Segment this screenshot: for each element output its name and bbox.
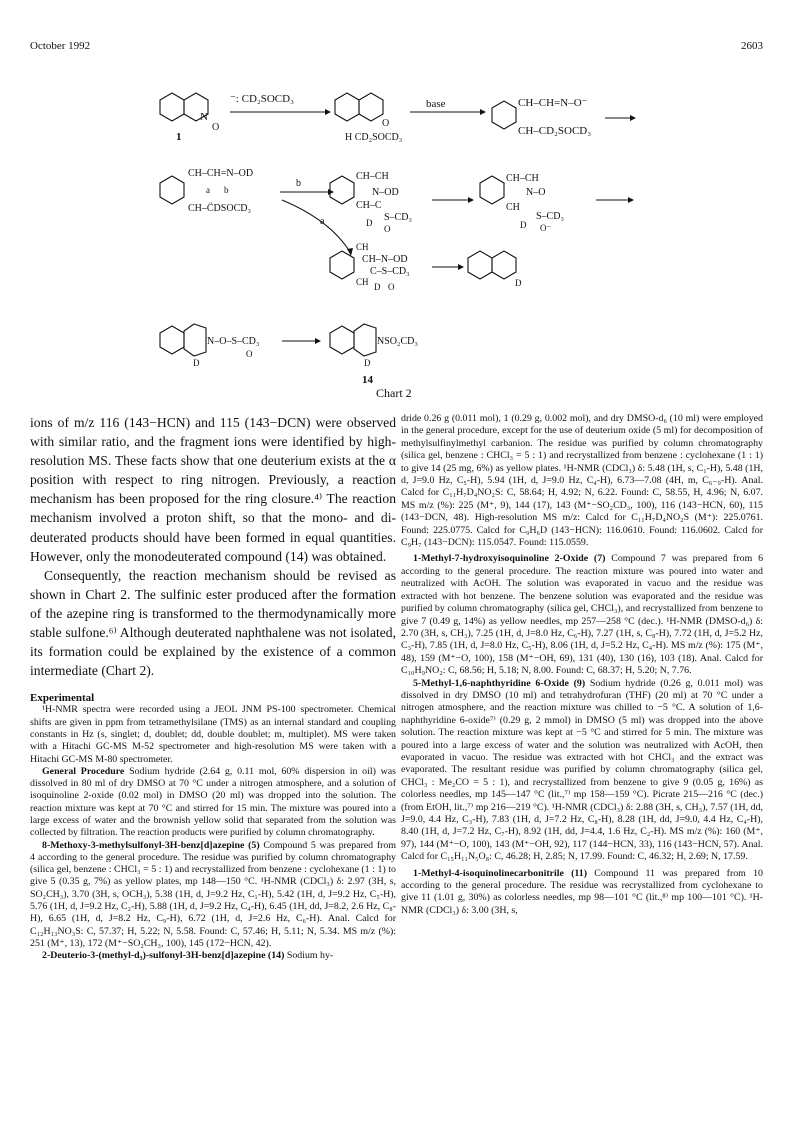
cyc-d: D — [520, 220, 527, 230]
cyc-s: S–CD₃ — [536, 211, 564, 222]
compound-1-structure — [160, 93, 219, 143]
int-a-bottom: CH–C̈DSOCD₃ — [188, 203, 251, 214]
compound-7-procedure — [401, 553, 763, 677]
path-a-label: a — [320, 216, 325, 227]
compound-14-structure — [330, 324, 418, 386]
arrow-7-head — [315, 338, 321, 344]
compound-11-text: Compound 11 was prepared from 10 according to the general procedure. The residue was recrystallized from cyclohexane to give 11 (1.01 g, 30%) as colorless needles, mp 98—101 °C (lit.,⁸⁾ mp 100—101 °C). ¹H-NMR (CDCl₃) δ: 3.00 (3H, s, — [401, 867, 763, 916]
cyc-o: O⁻ — [540, 223, 552, 233]
arrow-path-a — [282, 200, 350, 252]
int-c-ch: CH — [356, 242, 369, 252]
intermediate-c-structure — [330, 242, 410, 292]
naph-d: D — [515, 278, 522, 288]
compound-14-procedure-start — [30, 950, 396, 962]
reagent-1: ⁻: CD₂SOCD₃ — [230, 93, 294, 105]
int-a-label-b: b — [224, 185, 229, 195]
intermediate-b-structure — [330, 171, 412, 234]
arrow-6-head — [458, 264, 464, 270]
ester-n: N–O–S–CD₃ — [207, 336, 260, 347]
chart-2-scheme-svg — [0, 0, 793, 400]
cmpd14-d: D — [364, 358, 371, 368]
discussion-paragraph-1: ions of m/z 116 (143−HCN) and 115 (143−DCN) were observed with similar ratio, and the fragment ions were identified by high-resolution MS. These facts show that one deuterium exists at the α position with respect to ring nitrogen. Previously, a reaction mechanism has been proposed for the ring closure.⁴⁾ The reaction mechanism involved a proton shift, so that the mono- and di-deuterated products should have been formed in equal quantities. However, only the monodeuterated compound (14) was obtained. — [30, 415, 396, 564]
int-b-d: D — [366, 218, 373, 228]
int-c-n: CH–N–OD — [362, 254, 408, 265]
arrow-1-head — [325, 109, 331, 115]
chart-caption: Chart 2 — [376, 386, 412, 400]
compound-1-n: N — [200, 111, 208, 123]
compound-1-o: O — [212, 122, 220, 133]
compound-5-text: Compound 5 was prepared from 4 according to the general procedure. The residue was purified by column chromatography (silica gel, benzene : CHCl₃ = 5 : 1) and recrystallized from benzene : cyclohexane (1 : 1) to give 5 (0.35 g, 7%) as yellow plates, mp 148—150 °C. ¹H-NMR (CDCl₃) δ: 2.97 (3H, s, SO₂CH₃), 3.70 (3H, s, OCH₃), 5.38 (1H, d, J=9.2 Hz, C₁-H), 5.42 (1H, d, J=9.2 Hz, C₅-H), 5.76 (1H, d, J=9.2 Hz, C₂-H), 5.88 (1H, d, J=9.2 Hz, C₄-H), 6.45 (1H, dd, J=8.2, 2.6 Hz, C₈-H), 6.65 (1H, d, J=8.2 Hz, C₉-H), 6.72 (1H, d, J=2.6 Hz, C₆-H). Anal. Calcd for C₁₂H₁₃NO₃S: C, 57.37; H, 5.22; N, 5.58. Found: C, 57.46; H, 5.11; N, 5.34. MS m/z (%): 251 (M⁺, 13), 172 (M⁺−SO₂CH₃, 100), 145 (172−HCN, 42). — [30, 839, 397, 949]
experimental-heading: Experimental — [30, 692, 95, 705]
cyclic-intermediate-structure — [480, 173, 564, 233]
int-b-n: N–OD — [372, 187, 399, 198]
int-b-s: S–CD₃ — [384, 212, 412, 223]
left-column — [30, 413, 396, 963]
int-b-o: O — [384, 224, 391, 234]
int-b-top: CH–CH — [356, 171, 389, 182]
general-procedure-text: Sodium hydride (2.64 g, 0.11 mol, 60% dispersion in oil) was dissolved in 80 ml of dry DMSO at 70 °C under a nitrogen atmosphere, and a solution of isoquinoline 2-oxide (0.02 mol) in DMSO (20 ml) was dropped into the solution. The reaction mixture was kept at 70 °C and stirred for 15 min. The mixture was poured into a large excess of water and the brownish yellow solid that separated from the solution was collected by filtration. The reaction products were purified by column chromatography. — [30, 765, 397, 839]
experimental-instruments: ¹H-NMR spectra were recorded using a JEOL JNM PS-100 spectrometer. Chemical shifts are given in ppm from tetramethylsilane (TMS) as an internal standard and coupling constants in Hz (s, singlet; d, doublet; dd, double doublet; m, multiplet). MS were taken with a Hitachi GC-MS M-52 spectrometer and high-resolution MS were taken with a Hitachi GC-MS M-80 spectrometer. — [30, 704, 396, 765]
reaction-scheme — [0, 0, 793, 400]
int-c-d: D — [374, 282, 381, 292]
compound-9-text: Sodium hydride (0.26 g, 0.011 mol) was dissolved in dry DMSO (10 ml) and tetrahydrofuran (THF) (20 ml) at 70 °C under a nitrogen atmosphere, and the reaction mixture was chilled to −5 °C. A solution of 1,6-naphthyridine 6-oxide⁷⁾ (0.29 g, 2 mmol) in DMSO (5 ml) was dropped into the above solution. The reaction mixture was kept at −5 °C and stirred for 5 min. The mixture was poured into a large excess of water and the solution was neutralized with AcOH, then evaporated in vacuo. The residue was extracted with hot CHCl₃ and the extract was evaporated. The resultant residue was purified by column chromatography (silica gel, CHCl₃ : Me₂CO = 5 : 1), and recrystallized from benzene to give 9 (0.05 g, 16%) as colorless needles, mp 145—147 °C (lit.,⁷⁾ mp 158—159 °C). Picrate 215—216 °C (dec.) (from EtOH, lit.,⁷⁾ mp 216—219 °C). ¹H-NMR (CDCl₃) δ: 2.88 (3H, s, CH₃), 7.57 (1H, dd, J=9.0, 4.4 Hz, C₃-H), 7.83 (1H, d, J=7.2 Hz, C₈-H), 8.28 (1H, dd, J=9.0, 4.4 Hz, C₄-H), 8.40 (1H, d, J=7.2 Hz, C₇-H), 8.92 (1H, dd, J=4.4, 1.6 Hz, C₂-H). MS m/z (%): 160 (M⁺, 97), 144 (M⁺−O, 100), 143 (M⁺−OH, 92), 117 (144−HCN, 33), 116 (143−HCN, 57). Anal. Calcd for C₁₅H₁₁N₅O₈: C, 46.28; H, 2.85; N, 17.99. Found: C, 46.32; H, 2.69; N, 17.59. — [401, 677, 763, 863]
cyc-c: CH — [506, 202, 520, 213]
compound-9-procedure — [401, 678, 763, 864]
compound-7-text: Compound 7 was prepared from 6 according to the general procedure. The reaction mixture was poured into water and neutralized with AcOH. The solution was evaporated in vacuo and the residue was extracted with hot benzene. The benzene solution was evaporated and the residue was purified by column chromatography (silica gel, CHCl₃), and recrystallized from benzene to give 7 (0.49 g, 14%) as yellow needles, mp 257—258 °C (dec.). ¹H-NMR (DMSO-d₆) δ: 2.70 (3H, s, CH₃), 7.25 (1H, d, J=8.0 Hz, C₆-H), 7.27 (1H, s, C₈-H), 7.72 (1H, d, J=5.2 Hz, C₃-H), 7.85 (1H, d, J=8.0 Hz, C₅-H), 8.06 (1H, d, J=5.2 Hz, C₄-H). MS m/z (%): 175 (M⁺, 48), 159 (M⁺−O, 100), 158 (M⁺−OH, 69), 131 (40), 130 (16), 103 (18). Anal. Calcd for C₁₀H₉NO₂: C, 68.56; H, 5.18; N, 8.00. Found: C, 68.37; H, 5.20; N, 7.76. — [401, 553, 764, 677]
compound-14-heading: 2-Deuterio-3-(methyl-d₃)-sulfonyl-3H-benz[d]azepine (14) — [42, 950, 285, 962]
arrow-3-head — [630, 115, 636, 121]
ester-d: D — [193, 358, 200, 368]
arrow-path-b-head — [328, 189, 334, 195]
arrow-5-head — [628, 197, 634, 203]
int-c-ch2: CH — [356, 277, 369, 287]
open-chain-bottom: CH–CD₂SOCD₃ — [518, 125, 592, 137]
cmpd14-n: NSO₂CD₃ — [377, 336, 418, 347]
sulfinic-ester-structure — [160, 324, 259, 368]
compound-11-procedure — [401, 868, 763, 918]
journal-date: October 1992 — [30, 40, 91, 52]
page-number: 2603 — [741, 40, 763, 52]
cyc-n: N–O — [526, 187, 546, 198]
compound-14-text-start: Sodium hy- — [286, 950, 334, 962]
compound-7-heading: 1-Methyl-7-hydroxyisoquinoline 2-Oxide (7) — [413, 553, 606, 565]
compound-5-heading: 8-Methoxy-3-methylsulfonyl-3H-benz[d]azepine (5) — [42, 839, 260, 851]
ester-o: O — [246, 349, 253, 359]
arrow-2-head — [480, 109, 486, 115]
intermediate-a-structure — [160, 168, 253, 214]
adduct-h-cd2socd3: H CD₂SOCD₃ — [345, 132, 403, 143]
int-b-c: CH–C — [356, 200, 382, 211]
deuterio-naphthalene-structure — [468, 251, 522, 288]
compound-14-label: 14 — [362, 374, 373, 386]
adduct-o: O — [382, 118, 390, 129]
open-chain-structure — [492, 97, 591, 137]
int-a-label-a: a — [206, 185, 210, 195]
compound-1-label: 1 — [176, 131, 182, 143]
general-procedure-heading: General Procedure — [42, 765, 125, 777]
path-b-label: b — [296, 178, 301, 189]
cyc-top: CH–CH — [506, 173, 539, 184]
right-column — [401, 413, 763, 917]
int-c-c: C–S–CD₃ — [370, 266, 410, 277]
discussion-paragraph-2: Consequently, the reaction mechanism should be revised as shown in Chart 2. The sulfinic ester produced after the formation of the azepine ring is transformed to the thermodynamically more stable sulfone.⁶⁾ Although deuterated naphthalene was not isolated, its formation could be explained by the existence of a common intermediate (Chart 2). — [30, 567, 396, 679]
adduct-structure — [335, 93, 402, 143]
reagent-base: base — [426, 98, 446, 110]
compound-5-procedure — [30, 840, 396, 951]
compound-14-procedure-cont: dride 0.26 g (0.011 mol), 1 (0.29 g, 0.002 mol), and dry DMSO-d₆ (10 ml) were employed in the general procedure, except for the use of deuterium oxide (5 ml) for decomposition of methylsulfinylmethyl carbanion. The residue was purified by column chromatography (silica gel, benzene : CHCl₃ = 5 : 1) and recrystallized from benzene : cyclohexane (1 : 1) to give 14 (25 mg, 6%) as yellow plates. ¹H-NMR (CDCl₃) δ: 5.48 (1H, s, C₁-H), 5.48 (1H, d, J=9.0 Hz, C₅-H), 5.94 (1H, d, J=9.0 Hz, C₄-H), 6.73—7.08 (4H, m, C₆₋₉-H). Anal. Calcd for C₁₁H₇D₄NO₂S: C, 58.64; H, 4.92; N, 6.22. Found: C, 58.55, H, 4.96; N, 6.07. MS m/z (%): 225 (M⁺, 9), 144 (17), 143 (M⁺−SO₂CD₃, 100), 116 (143−HCN, 60), 115 (143−DCN, 48). High-resolution MS m/z: Calcd for C₁₁H₇D₄NO₂S (M⁺): 225.0761. Found: 225.0775. Calcd for C₉H₆D (143−HCN): 116.0610. Found: 116.0602. Calcd for C₉H₇ (143−DCN): 115.0547. Found: 115.0559. — [401, 413, 763, 549]
compound-11-heading: 1-Methyl-4-isoquinolinecarbonitrile (11) — [413, 867, 588, 879]
open-chain-top: CH–CH=N–O⁻ — [518, 97, 588, 109]
compound-9-heading: 5-Methyl-1,6-naphthyridine 6-Oxide (9) — [413, 677, 586, 689]
int-a-top: CH–CH=N–OD — [188, 168, 254, 179]
int-c-o: O — [388, 282, 395, 292]
general-procedure — [30, 766, 396, 840]
arrow-4-head — [468, 197, 474, 203]
